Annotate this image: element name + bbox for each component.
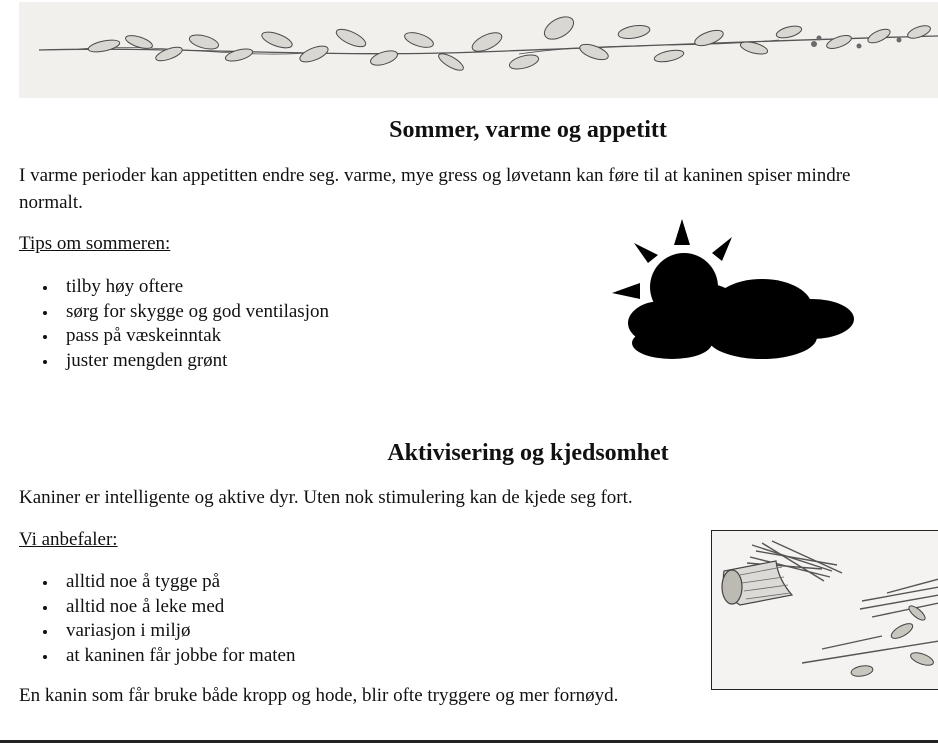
activation-intro: Kaniner er intelligente og aktive dyr. Uten nok stimulering kan de kjede seg fort. — [19, 487, 633, 508]
section-heading-summer: Sommer, varme og appetitt — [389, 117, 667, 143]
chew-sticks-illustration — [711, 530, 938, 690]
leaf-garland-banner — [19, 2, 938, 98]
activation-recommend-subheading: Vi anbefaler: — [19, 529, 118, 550]
summer-intro-line2: normalt. — [19, 192, 83, 213]
leaf-garland-icon — [19, 2, 938, 98]
list-item: juster mengden grønt — [19, 349, 329, 374]
sun-behind-cloud-icon — [612, 215, 862, 365]
summer-tips-list — [19, 275, 329, 373]
list-item: pass på væskeinntak — [19, 324, 329, 349]
list-item: alltid noe å leke med — [19, 595, 295, 620]
section-heading-activation: Aktivisering og kjedsomhet — [387, 440, 669, 466]
summer-intro-line1: I varme perioder kan appetitten endre seg. varme, mye gress og løvetann kan føre til at kaninen spiser mindre — [19, 165, 851, 186]
list-item: alltid noe å tygge på — [19, 570, 295, 595]
list-item: variasjon i miljø — [19, 619, 295, 644]
chew-sticks-icon — [712, 531, 938, 690]
list-item: sørg for skygge og god ventilasjon — [19, 300, 329, 325]
list-item: tilby høy oftere — [19, 275, 329, 300]
list-item: at kaninen får jobbe for maten — [19, 644, 295, 669]
activation-closing: En kanin som får bruke både kropp og hode, blir ofte tryggere og mer fornøyd. — [19, 685, 619, 706]
summer-tips-subheading: Tips om sommeren: — [19, 233, 171, 254]
activation-recommend-list — [19, 570, 295, 668]
